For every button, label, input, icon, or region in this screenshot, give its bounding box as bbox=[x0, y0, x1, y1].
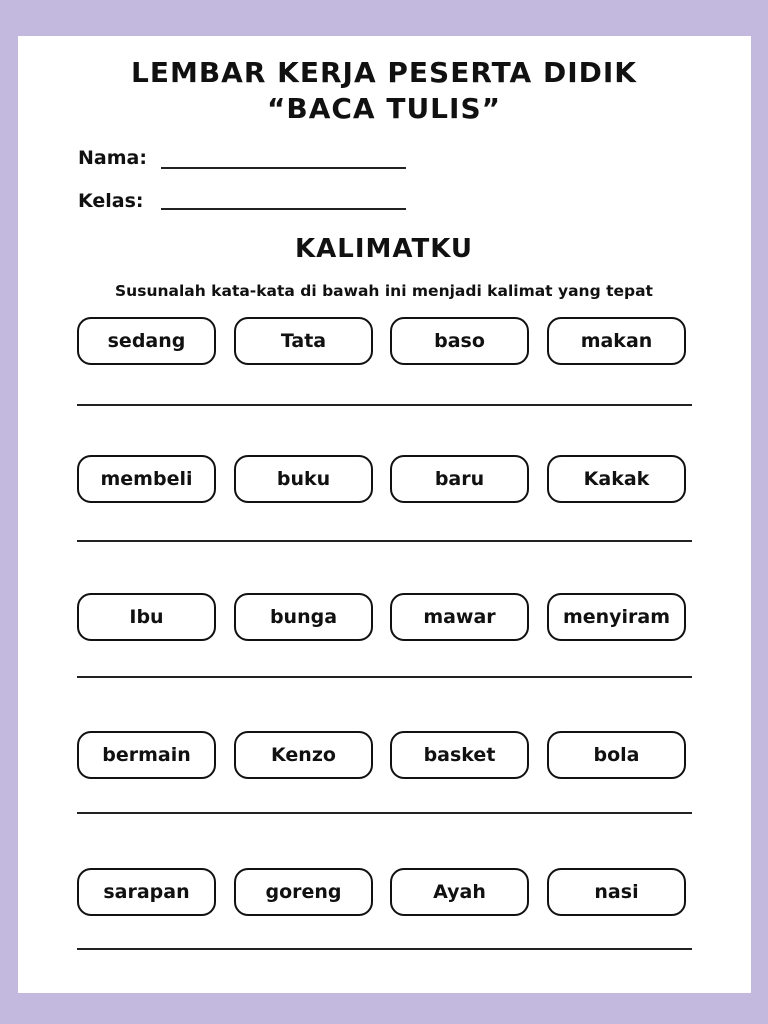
word-card[interactable]: mawar bbox=[390, 593, 529, 641]
word-card[interactable]: makan bbox=[547, 317, 686, 365]
word-card[interactable]: sedang bbox=[77, 317, 216, 365]
word-card[interactable]: Ibu bbox=[77, 593, 216, 641]
class-field[interactable] bbox=[161, 208, 406, 210]
word-card[interactable]: Kakak bbox=[547, 455, 686, 503]
class-label: Kelas: bbox=[78, 190, 144, 212]
word-card[interactable]: menyiram bbox=[547, 593, 686, 641]
exercise-row-2 bbox=[77, 455, 691, 507]
name-label: Nama: bbox=[78, 147, 147, 169]
answer-line-2[interactable] bbox=[77, 540, 692, 542]
word-card[interactable]: baso bbox=[390, 317, 529, 365]
name-field[interactable] bbox=[161, 167, 406, 169]
word-card[interactable]: baru bbox=[390, 455, 529, 503]
exercise-row-4 bbox=[77, 731, 691, 783]
section-title: KALIMATKU bbox=[294, 234, 474, 264]
word-card[interactable]: buku bbox=[234, 455, 373, 503]
exercise-row-1 bbox=[77, 317, 691, 369]
answer-line-4[interactable] bbox=[77, 812, 692, 814]
word-card[interactable]: goreng bbox=[234, 868, 373, 916]
answer-line-3[interactable] bbox=[77, 676, 692, 678]
word-card[interactable]: Kenzo bbox=[234, 731, 373, 779]
answer-line-1[interactable] bbox=[77, 404, 692, 406]
exercise-row-5 bbox=[77, 868, 691, 920]
word-card[interactable]: Tata bbox=[234, 317, 373, 365]
word-card[interactable]: sarapan bbox=[77, 868, 216, 916]
worksheet-subtitle: “BACA TULIS” bbox=[266, 92, 502, 125]
worksheet-title: LEMBAR KERJA PESERTA DIDIK bbox=[131, 56, 637, 89]
worksheet-page bbox=[18, 36, 751, 993]
word-card[interactable]: bola bbox=[547, 731, 686, 779]
instruction-text: Susunalah kata-kata di bawah ini menjadi kalimat yang tepat bbox=[115, 282, 653, 300]
word-card[interactable]: Ayah bbox=[390, 868, 529, 916]
answer-line-5[interactable] bbox=[77, 948, 692, 950]
word-card[interactable]: basket bbox=[390, 731, 529, 779]
word-card[interactable]: bunga bbox=[234, 593, 373, 641]
word-card[interactable]: membeli bbox=[77, 455, 216, 503]
word-card[interactable]: nasi bbox=[547, 868, 686, 916]
exercise-row-3 bbox=[77, 593, 691, 645]
word-card[interactable]: bermain bbox=[77, 731, 216, 779]
